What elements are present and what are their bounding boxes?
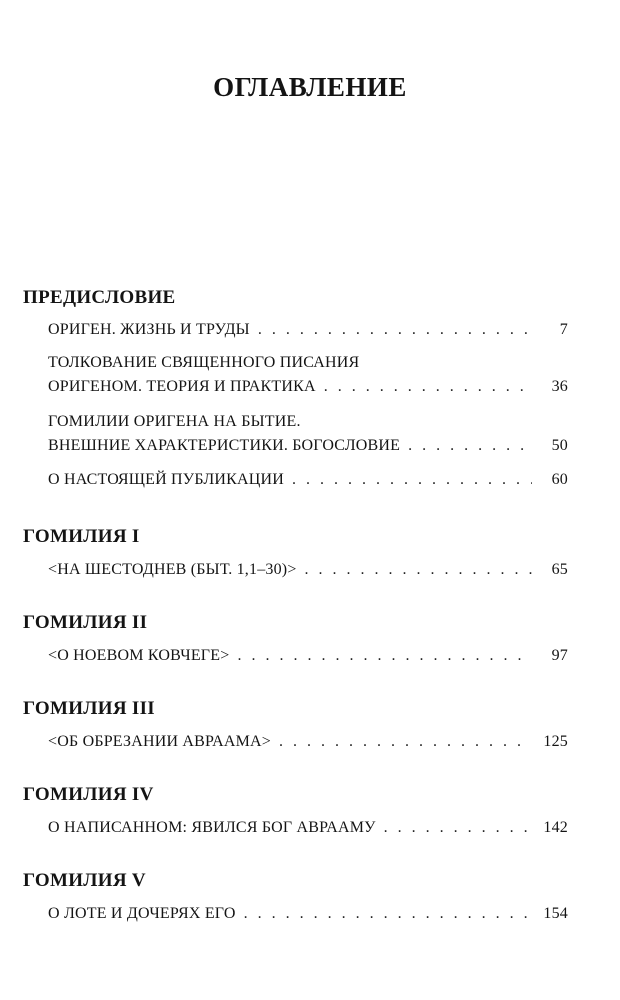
entry-title-line: ТОЛКОВАНИЕ СВЯЩЕННОГО ПИСАНИЯ (48, 354, 360, 371)
toc-entry[interactable] (48, 902, 568, 926)
entry-title: <НА ШЕСТОДНЕВ (БЫТ. 1,1–30)> (48, 561, 297, 578)
page-number: 142 (543, 819, 568, 836)
toc-entry[interactable] (48, 730, 568, 754)
toc-section-preface (23, 286, 568, 492)
section-heading: ПРЕДИСЛОВИЕ (23, 287, 176, 308)
toc-section-homily-5 (23, 869, 568, 926)
page-title: ОГЛАВЛЕНИЕ (213, 72, 407, 102)
page-number: 60 (551, 471, 568, 488)
page-number: 65 (551, 561, 568, 578)
page-number: 97 (551, 647, 568, 664)
section-heading: ГОМИЛИЯ II (23, 612, 148, 633)
page-number: 125 (543, 733, 568, 750)
leader-dots (229, 644, 532, 668)
toc-section-homily-1 (23, 525, 568, 582)
entry-title: <ОБ ОБРЕЗАНИИ АВРААМА> (48, 733, 272, 750)
toc-entry[interactable] (48, 410, 568, 458)
toc-entry[interactable] (48, 351, 568, 399)
leader-dots (271, 730, 532, 754)
page-number: 50 (551, 437, 568, 454)
entry-title-line: ГОМИЛИИ ОРИГЕНА НА БЫТИЕ. (48, 413, 301, 430)
toc-entry[interactable] (48, 468, 568, 492)
toc-entry[interactable] (48, 816, 568, 840)
leader-dots (376, 816, 532, 840)
leader-dots (297, 558, 532, 582)
toc-entry[interactable] (48, 644, 568, 668)
page-number: 154 (543, 905, 568, 922)
entry-title: ОРИГЕН. ЖИЗНЬ И ТРУДЫ (48, 321, 250, 338)
leader-dots (284, 468, 532, 492)
section-heading: ГОМИЛИЯ IV (23, 784, 154, 805)
section-heading: ГОМИЛИЯ I (23, 526, 140, 547)
leader-dots (400, 434, 532, 458)
section-heading: ГОМИЛИЯ V (23, 870, 146, 891)
toc-entry[interactable] (48, 318, 568, 342)
leader-dots (316, 375, 532, 399)
toc-section-homily-2 (23, 611, 568, 668)
toc-section-homily-3 (23, 697, 568, 754)
entry-title: <О НОЕВОМ КОВЧЕГЕ> (48, 647, 230, 664)
toc-entry[interactable] (48, 558, 568, 582)
toc-section-homily-4 (23, 783, 568, 840)
entry-title: О ЛОТЕ И ДОЧЕРЯХ ЕГО (48, 905, 236, 922)
leader-dots (236, 902, 532, 926)
entry-title: ВНЕШНИЕ ХАРАКТЕРИСТИКИ. БОГОСЛОВИЕ (48, 437, 401, 454)
entry-title: О НАПИСАННОМ: ЯВИЛСЯ БОГ АВРААМУ (48, 819, 376, 836)
entry-title: ОРИГЕНОМ. ТЕОРИЯ И ПРАКТИКА (48, 378, 316, 395)
page-number: 36 (551, 378, 568, 395)
section-heading: ГОМИЛИЯ III (23, 698, 155, 719)
leader-dots (250, 318, 532, 342)
entry-title: О НАСТОЯЩЕЙ ПУБЛИКАЦИИ (48, 471, 285, 488)
page-number: 7 (559, 321, 568, 338)
